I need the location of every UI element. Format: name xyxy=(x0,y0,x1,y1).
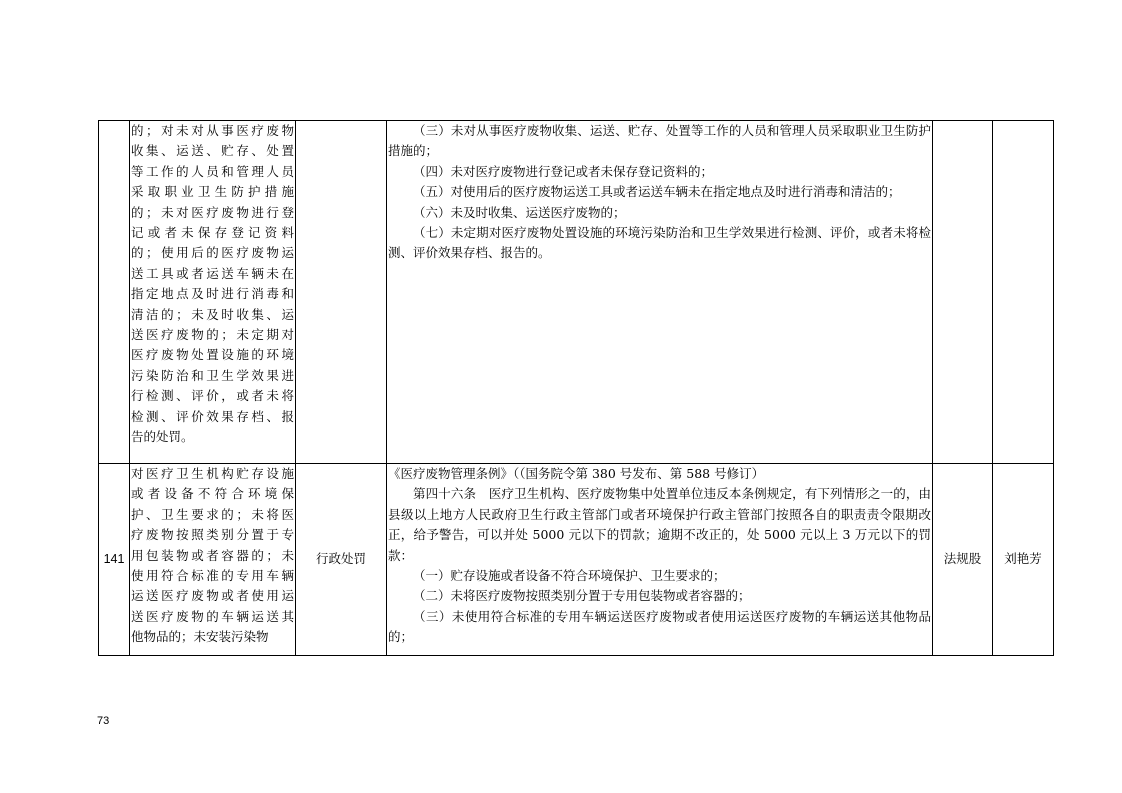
legal-basis-paragraph: 《医疗废物管理条例》（（国务院令第 380 号发布、第 588 号修订） xyxy=(388,466,765,481)
description-line: 对医疗卫生机构贮存设施 xyxy=(131,466,294,481)
description-line: 等工作的人员和管理人员 xyxy=(131,163,294,179)
description-line: 的；对未对从事医疗废物 xyxy=(131,123,294,138)
description-line: 送工具或者运送车辆未在 xyxy=(131,265,294,281)
description-line: 清洁的；未及时收集、运 xyxy=(131,306,294,322)
violation-description-cell xyxy=(130,464,296,656)
responsible-person-cell xyxy=(993,121,1054,464)
legal-basis-paragraph: （三）未使用符合标准的专用车辆运送医疗废物或者使用运送医疗废物的车辆运送其他物品的； xyxy=(388,608,931,645)
description-line: 护、卫生要求的；未将医 xyxy=(131,506,294,522)
legal-basis-paragraph: （三）未对从事医疗废物收集、运送、贮存、处置等工作的人员和管理人员采取职业卫生防护措施的； xyxy=(388,123,931,159)
description-line: 指定地点及时进行消毒和 xyxy=(131,286,294,302)
legal-basis-paragraph: （七）未定期对医疗废物处置设施的环境污染防治和卫生学效果进行检测、评价，或者未将检测、评价效果存档、报告的。 xyxy=(388,225,931,261)
description-line: 医疗废物处置设施的环境 xyxy=(131,347,294,363)
description-line: 用包装物或者容器的；未 xyxy=(131,547,294,563)
legal-basis-paragraph: （六）未及时收集、运送医疗废物的； xyxy=(413,204,626,220)
description-line: 使用符合标准的专用车辆 xyxy=(131,568,294,584)
legal-basis-paragraph: （四）未对医疗废物进行登记或者未保存登记资料的； xyxy=(413,163,714,179)
description-line: 告的处罚。 xyxy=(131,429,194,445)
description-line: 的；未对医疗废物进行登 xyxy=(131,204,294,220)
description-line: 采取职业卫生防护措施 xyxy=(131,184,294,200)
legal-basis-cell xyxy=(387,121,933,464)
responsible-department-cell xyxy=(933,121,993,464)
description-line: 检测、评价效果存档、报 xyxy=(131,408,294,424)
description-line: 记或者未保存登记资料 xyxy=(131,225,294,241)
enforcement-category-cell xyxy=(296,121,387,464)
description-line: 运送医疗废物或者使用运 xyxy=(131,588,294,604)
description-line: 疗废物按照类别分置于专 xyxy=(131,527,294,543)
legal-basis-cell xyxy=(387,464,933,656)
description-line: 他物品的；未安装污染物 xyxy=(131,629,269,645)
legal-basis-paragraph: 第四十六条 医疗卫生机构、医疗废物集中处置单位违反本条例规定，有下列情形之一的，由县级以上地方人民政府卫生行政主管部门或者环境保护行政主管部门按照各自的职责责令限期改正，给予警告，可以并处 5000 元以下的罚款；逾期不改正的，处 5000 元以上 3 万元以下的罚款： xyxy=(388,486,931,563)
legal-basis-paragraph: （二）未将医疗废物按照类别分置于专用包装物或者容器的； xyxy=(413,588,751,604)
row-number-cell: 141 xyxy=(99,464,130,656)
enforcement-category-cell: 行政处罚 xyxy=(296,464,387,656)
description-line: 行检测、评价，或者未将 xyxy=(131,388,294,404)
violation-description-cell xyxy=(130,121,296,464)
description-line: 送医疗废物的；未定期对 xyxy=(131,327,294,343)
page-number: 73 xyxy=(97,715,110,727)
description-line: 的；使用后的医疗废物运 xyxy=(131,245,294,261)
legal-basis-paragraph: （五）对使用后的医疗废物运送工具或者运送车辆未在指定地点及时进行消毒和清洁的； xyxy=(413,184,901,200)
description-line: 污染防治和卫生学效果进 xyxy=(131,367,294,383)
table-row xyxy=(99,121,1054,464)
responsible-department-cell: 法规股 xyxy=(933,464,993,656)
table-row xyxy=(99,464,1054,656)
row-number-cell xyxy=(99,121,130,464)
legal-basis-paragraph: （一）贮存设施或者设备不符合环境保护、卫生要求的； xyxy=(413,568,726,584)
description-line: 或者设备不符合环境保 xyxy=(131,486,294,502)
description-line: 收集、运送、贮存、处置 xyxy=(131,143,294,159)
description-line: 送医疗废物的车辆运送其 xyxy=(131,608,294,624)
document-table xyxy=(98,120,1054,656)
responsible-person-cell: 刘艳芳 xyxy=(993,464,1054,656)
